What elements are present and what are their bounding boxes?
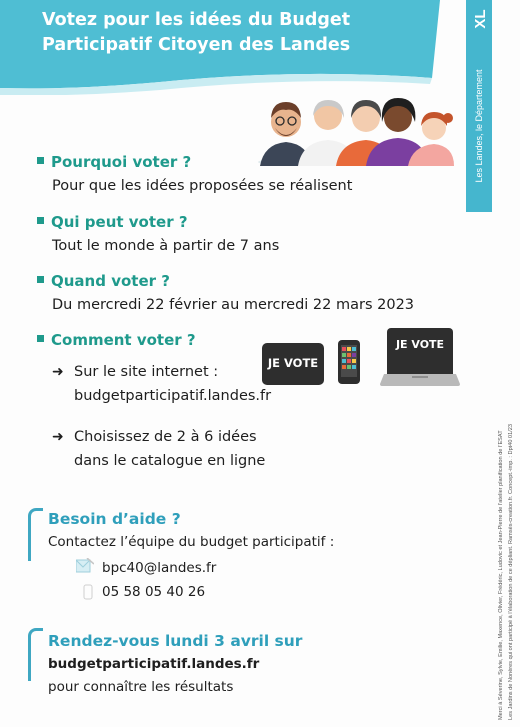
bullet-square-icon (37, 276, 44, 283)
title-line-1: Votez pour les idées du Budget (42, 10, 351, 30)
laptop-icon (380, 328, 460, 388)
help-phone[interactable]: 05 58 05 40 26 (102, 584, 206, 600)
help-email[interactable]: bpc40@landes.fr (102, 560, 217, 576)
question-when (37, 272, 170, 290)
page-title (42, 8, 402, 58)
question-why (37, 153, 191, 171)
phone-icon (82, 584, 94, 600)
results-title: Rendez-vous lundi 3 avril sur (48, 632, 303, 650)
tablet-vote-label: JE VOTE (267, 356, 319, 370)
help-bracket (28, 508, 43, 561)
results-url[interactable]: budgetparticipatif.landes.fr (48, 656, 260, 672)
question-title: Pourquoi voter ? (51, 153, 192, 171)
how-step-1 (74, 360, 271, 408)
arrow-right-icon: ➜ (52, 429, 64, 445)
mail-icon (76, 558, 94, 574)
tablet-icon (262, 343, 324, 385)
results-bracket (28, 628, 43, 681)
question-title: Comment voter ? (51, 331, 196, 349)
how-step-2-line1: Choisissez de 2 à 6 idées (74, 429, 257, 445)
laptop-base (380, 374, 460, 386)
app-grid-icon (341, 345, 357, 377)
help-text: Contactez l’équipe du budget participatif : (48, 534, 335, 550)
answer-who: Tout le monde à partir de 7 ans (52, 238, 280, 254)
site-url[interactable]: budgetparticipatif.landes.fr (74, 388, 272, 404)
answer-when: Du mercredi 22 février au mercredi 22 mars 2023 (52, 297, 415, 313)
xl-logo-icon (468, 6, 490, 32)
title-line-2: Participatif Citoyen des Landes (42, 35, 351, 55)
help-title: Besoin d’aide ? (48, 510, 181, 528)
department-name: Les Landes, le Département (474, 69, 484, 183)
people-illustration (258, 92, 454, 166)
question-how (37, 331, 196, 349)
smartphone-icon (338, 340, 360, 384)
answer-why: Pour que les idées proposées se réalisent (52, 178, 353, 194)
svg-text:XL: XL (472, 9, 489, 29)
bullet-square-icon (37, 217, 44, 224)
bullet-square-icon (37, 157, 44, 164)
bullet-square-icon (37, 335, 44, 342)
header-banner (0, 0, 440, 95)
laptop-vote-label: JE VOTE (395, 338, 445, 351)
question-title: Quand voter ? (51, 272, 170, 290)
how-step-1-line1: Sur le site internet : (74, 364, 219, 380)
how-step-2 (74, 425, 265, 473)
arrow-right-icon: ➜ (52, 364, 64, 380)
question-title: Qui peut voter ? (51, 213, 188, 231)
credit-line-2: Les Jardins de Nonères qui ont participé à l’élaboration de ce dépliant. Ramsès-creation.fr. Concept.-imp. : Dpt40 01/23 (508, 423, 514, 720)
results-text: pour connaître les résultats (48, 679, 234, 695)
how-step-2-line2: dans le catalogue en ligne (74, 453, 266, 469)
credit-line-1: Merci à Séverine, Sylvie, Emilie, Maxence, Olivier, Frédéric, Ludovic et Jean-Pierre de l’atelier planification de l’ESAT (498, 430, 504, 720)
question-who (37, 213, 188, 231)
laptop-screen (387, 328, 453, 374)
